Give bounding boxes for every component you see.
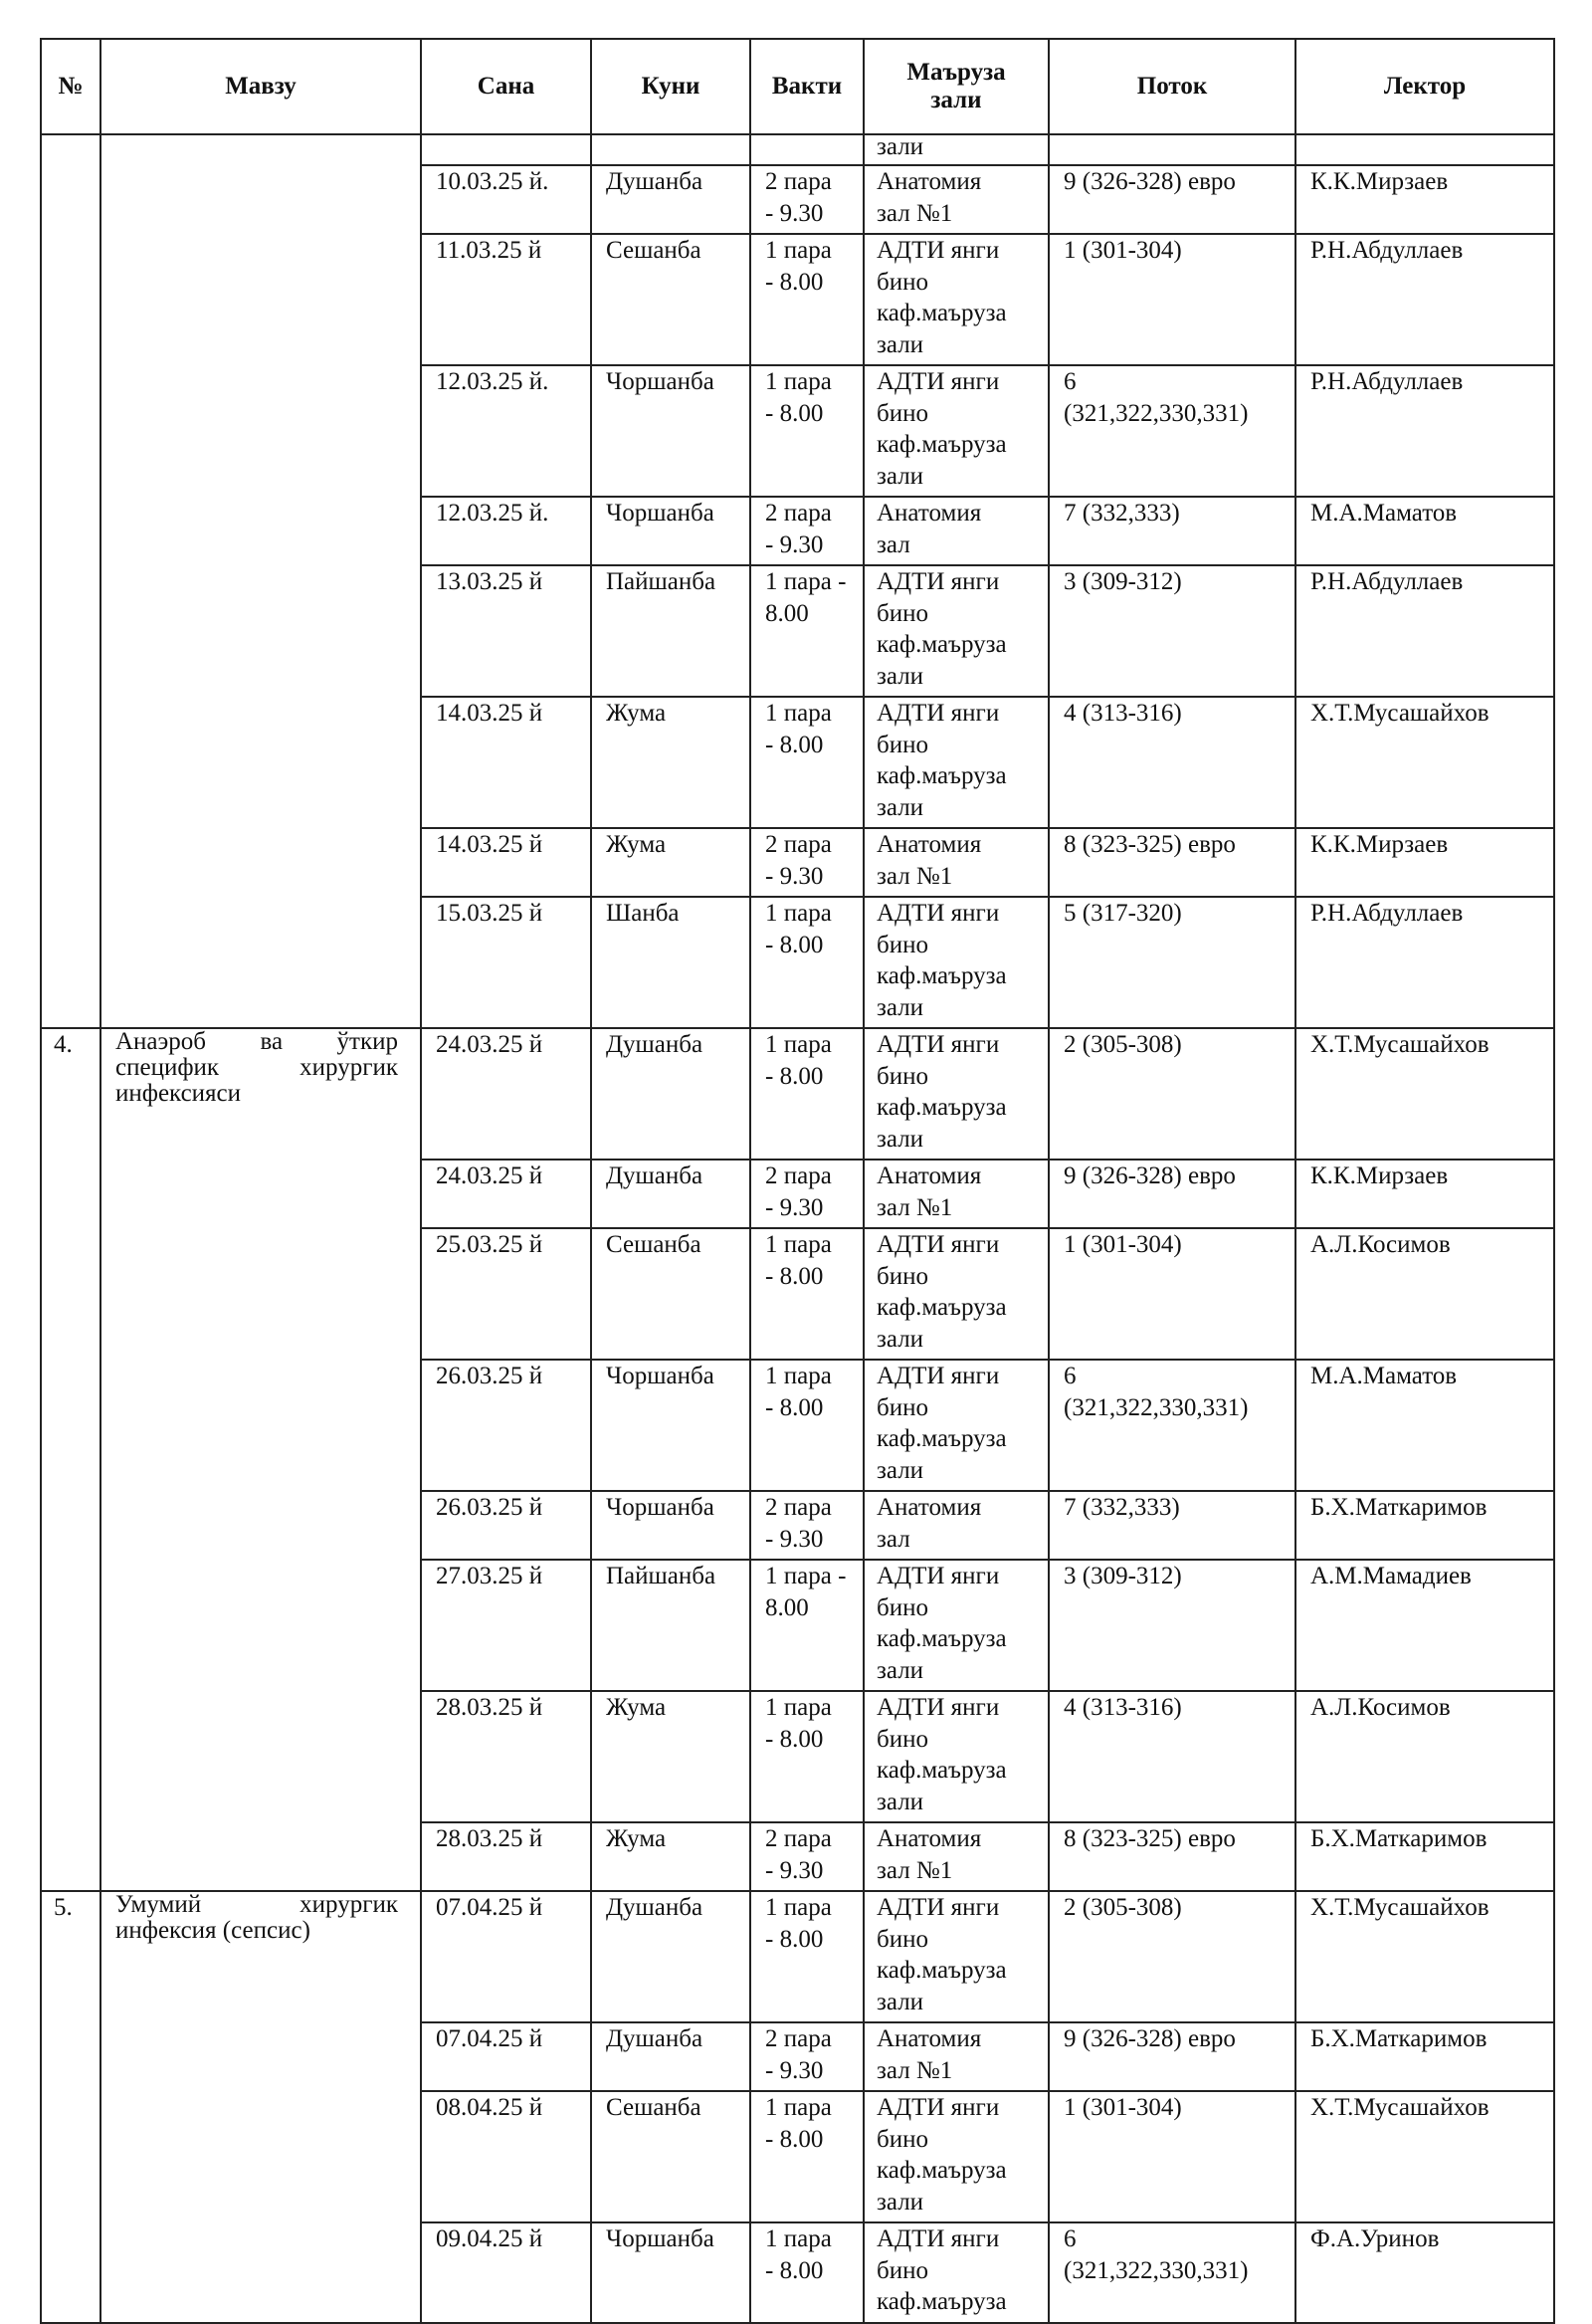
stream-cell: 1 (301-304)	[1049, 1228, 1295, 1360]
topic-cell	[100, 134, 421, 1028]
day-cell: Чоршанба	[591, 2222, 750, 2323]
time-cell: 1 пара - 8.00	[750, 1560, 864, 1691]
lecturer-cell: Р.Н.Абдуллаев	[1295, 897, 1554, 1028]
room-cell: Анатомия зал №1	[864, 165, 1049, 234]
date-cell: 07.04.25 й	[421, 2022, 591, 2091]
room-cell: Анатомия зал №1	[864, 1822, 1049, 1891]
lecturer-cell: М.А.Маматов	[1295, 497, 1554, 565]
time-cell: 1 пара - 8.00	[750, 2091, 864, 2222]
stream-cell: 8 (323-325) евро	[1049, 1822, 1295, 1891]
stream-cell: 4 (313-316)	[1049, 697, 1295, 828]
lecturer-cell: Х.Т.Мусашайхов	[1295, 1028, 1554, 1160]
date-cell: 07.04.25 й	[421, 1891, 591, 2022]
header-row	[41, 39, 1554, 134]
date-cell: 13.03.25 й	[421, 565, 591, 697]
date-cell: 12.03.25 й.	[421, 365, 591, 497]
time-cell: 1 пара - 8.00	[750, 897, 864, 1028]
date-cell: 08.04.25 й	[421, 2091, 591, 2222]
time-cell: 1 пара - 8.00	[750, 565, 864, 697]
day-cell: Душанба	[591, 1891, 750, 2022]
day-cell: Сешанба	[591, 1228, 750, 1360]
day-cell: Пайшанба	[591, 1560, 750, 1691]
lecturer-cell: Б.Х.Маткаримов	[1295, 1822, 1554, 1891]
date-cell	[421, 134, 591, 165]
room-cell: АДТИ янги бино каф.маъруза зали	[864, 565, 1049, 697]
stream-cell: 6 (321,322,330,331)	[1049, 2222, 1295, 2323]
time-cell: 2 пара - 9.30	[750, 2022, 864, 2091]
room-cell: АДТИ янги бино каф.маъруза зали	[864, 2091, 1049, 2222]
day-cell	[591, 134, 750, 165]
stream-cell: 1 (301-304)	[1049, 2091, 1295, 2222]
stream-cell: 2 (305-308)	[1049, 1028, 1295, 1160]
header-num: №	[41, 39, 100, 134]
continuation-row	[41, 134, 1554, 165]
day-cell: Сешанба	[591, 234, 750, 365]
room-cell: зали	[864, 134, 1049, 165]
day-cell: Жума	[591, 697, 750, 828]
day-cell: Чоршанба	[591, 1360, 750, 1491]
date-cell: 12.03.25 й.	[421, 497, 591, 565]
day-cell: Чоршанба	[591, 497, 750, 565]
lecturer-cell: Р.Н.Абдуллаев	[1295, 565, 1554, 697]
room-cell: Анатомия зал №1	[864, 2022, 1049, 2091]
room-cell: АДТИ янги бино каф.маъруза зали	[864, 1691, 1049, 1822]
lecturer-cell	[1295, 134, 1554, 165]
date-cell: 25.03.25 й	[421, 1228, 591, 1360]
lecturer-cell: Б.Х.Маткаримов	[1295, 2022, 1554, 2091]
day-cell: Шанба	[591, 897, 750, 1028]
time-cell: 2 пара - 9.30	[750, 497, 864, 565]
time-cell: 1 пара - 8.00	[750, 1891, 864, 2022]
stream-cell: 6 (321,322,330,331)	[1049, 1360, 1295, 1491]
day-cell: Пайшанба	[591, 565, 750, 697]
topic-number-cell: 4.	[41, 1028, 100, 1891]
time-cell: 1 пара - 8.00	[750, 1691, 864, 1822]
lecturer-cell: Р.Н.Абдуллаев	[1295, 234, 1554, 365]
stream-cell: 7 (332,333)	[1049, 497, 1295, 565]
schedule-row	[41, 1891, 1554, 2022]
room-cell: АДТИ янги бино каф.маъруза зали	[864, 697, 1049, 828]
day-cell: Жума	[591, 828, 750, 897]
time-cell: 1 пара - 8.00	[750, 234, 864, 365]
time-cell	[750, 134, 864, 165]
stream-cell: 7 (332,333)	[1049, 1491, 1295, 1560]
stream-cell: 9 (326-328) евро	[1049, 1160, 1295, 1228]
lecturer-cell: Х.Т.Мусашайхов	[1295, 2091, 1554, 2222]
date-cell: 14.03.25 й	[421, 828, 591, 897]
time-cell: 2 пара - 9.30	[750, 1491, 864, 1560]
lecturer-cell: К.К.Мирзаев	[1295, 165, 1554, 234]
stream-cell: 1 (301-304)	[1049, 234, 1295, 365]
stream-cell: 9 (326-328) евро	[1049, 165, 1295, 234]
lecturer-cell: М.А.Маматов	[1295, 1360, 1554, 1491]
lecturer-cell: А.Л.Косимов	[1295, 1228, 1554, 1360]
header-day: Куни	[591, 39, 750, 134]
room-cell: АДТИ янги бино каф.маъруза зали	[864, 1228, 1049, 1360]
lecturer-cell: К.К.Мирзаев	[1295, 828, 1554, 897]
date-cell: 10.03.25 й.	[421, 165, 591, 234]
schedule-table	[40, 38, 1555, 2324]
time-cell: 1 пара - 8.00	[750, 365, 864, 497]
stream-cell: 3 (309-312)	[1049, 1560, 1295, 1691]
day-cell: Жума	[591, 1691, 750, 1822]
stream-cell: 5 (317-320)	[1049, 897, 1295, 1028]
room-cell: Анатомия зал №1	[864, 828, 1049, 897]
day-cell: Душанба	[591, 1028, 750, 1160]
room-cell: АДТИ янги бино каф.маъруза зали	[864, 897, 1049, 1028]
lecturer-cell: Х.Т.Мусашайхов	[1295, 1891, 1554, 2022]
date-cell: 26.03.25 й	[421, 1360, 591, 1491]
lecturer-cell: Р.Н.Абдуллаев	[1295, 365, 1554, 497]
day-cell: Душанба	[591, 165, 750, 234]
room-cell: АДТИ янги бино каф.маъруза зали	[864, 1560, 1049, 1691]
date-cell: 26.03.25 й	[421, 1491, 591, 1560]
lecturer-cell: Х.Т.Мусашайхов	[1295, 697, 1554, 828]
room-cell: Анатомия зал №1	[864, 1160, 1049, 1228]
header-stream: Поток	[1049, 39, 1295, 134]
day-cell: Сешанба	[591, 2091, 750, 2222]
stream-cell: 4 (313-316)	[1049, 1691, 1295, 1822]
date-cell: 24.03.25 й	[421, 1028, 591, 1160]
header-lecturer: Лектор	[1295, 39, 1554, 134]
stream-cell: 9 (326-328) евро	[1049, 2022, 1295, 2091]
topic-cell: Анаэроб ва ўткир специфик хирургик инфексияси	[100, 1028, 421, 1891]
time-cell: 2 пара - 9.30	[750, 1160, 864, 1228]
date-cell: 27.03.25 й	[421, 1560, 591, 1691]
stream-cell: 2 (305-308)	[1049, 1891, 1295, 2022]
room-cell: АДТИ янги бино каф.маъруза зали	[864, 365, 1049, 497]
header-date: Сана	[421, 39, 591, 134]
lecturer-cell: А.Л.Косимов	[1295, 1691, 1554, 1822]
date-cell: 15.03.25 й	[421, 897, 591, 1028]
time-cell: 2 пара - 9.30	[750, 1822, 864, 1891]
stream-cell	[1049, 134, 1295, 165]
room-cell: АДТИ янги бино каф.маъруза	[864, 2222, 1049, 2323]
room-cell: АДТИ янги бино каф.маъруза зали	[864, 1360, 1049, 1491]
day-cell: Душанба	[591, 1160, 750, 1228]
stream-cell: 3 (309-312)	[1049, 565, 1295, 697]
day-cell: Чоршанба	[591, 1491, 750, 1560]
lecturer-cell: Ф.А.Уринов	[1295, 2222, 1554, 2323]
time-cell: 1 пара - 8.00	[750, 1360, 864, 1491]
date-cell: 14.03.25 й	[421, 697, 591, 828]
time-cell: 2 пара - 9.30	[750, 165, 864, 234]
lecturer-cell: А.М.Мамадиев	[1295, 1560, 1554, 1691]
time-cell: 1 пара - 8.00	[750, 697, 864, 828]
room-cell: Анатомия зал	[864, 1491, 1049, 1560]
date-cell: 24.03.25 й	[421, 1160, 591, 1228]
day-cell: Жума	[591, 1822, 750, 1891]
stream-cell: 6 (321,322,330,331)	[1049, 365, 1295, 497]
date-cell: 28.03.25 й	[421, 1691, 591, 1822]
schedule-body	[41, 134, 1554, 2323]
lecturer-cell: Б.Х.Маткаримов	[1295, 1491, 1554, 1560]
day-cell: Чоршанба	[591, 365, 750, 497]
room-cell: Анатомия зал	[864, 497, 1049, 565]
stream-cell: 8 (323-325) евро	[1049, 828, 1295, 897]
time-cell: 1 пара - 8.00	[750, 1028, 864, 1160]
header-topic: Мавзу	[100, 39, 421, 134]
time-cell: 1 пара - 8.00	[750, 2222, 864, 2323]
schedule-row	[41, 1028, 1554, 1160]
header-room: Маъруза зали	[864, 39, 1049, 134]
room-cell: АДТИ янги бино каф.маъруза зали	[864, 1028, 1049, 1160]
date-cell: 11.03.25 й	[421, 234, 591, 365]
day-cell: Душанба	[591, 2022, 750, 2091]
date-cell: 28.03.25 й	[421, 1822, 591, 1891]
time-cell: 1 пара - 8.00	[750, 1228, 864, 1360]
time-cell: 2 пара - 9.30	[750, 828, 864, 897]
lecturer-cell: К.К.Мирзаев	[1295, 1160, 1554, 1228]
date-cell: 09.04.25 й	[421, 2222, 591, 2323]
header-time: Вакти	[750, 39, 864, 134]
topic-cell: Умумий хирургик инфексия (сепсис)	[100, 1891, 421, 2323]
topic-number-cell	[41, 134, 100, 1028]
room-cell: АДТИ янги бино каф.маъруза зали	[864, 234, 1049, 365]
topic-number-cell: 5.	[41, 1891, 100, 2323]
room-cell: АДТИ янги бино каф.маъруза зали	[864, 1891, 1049, 2022]
